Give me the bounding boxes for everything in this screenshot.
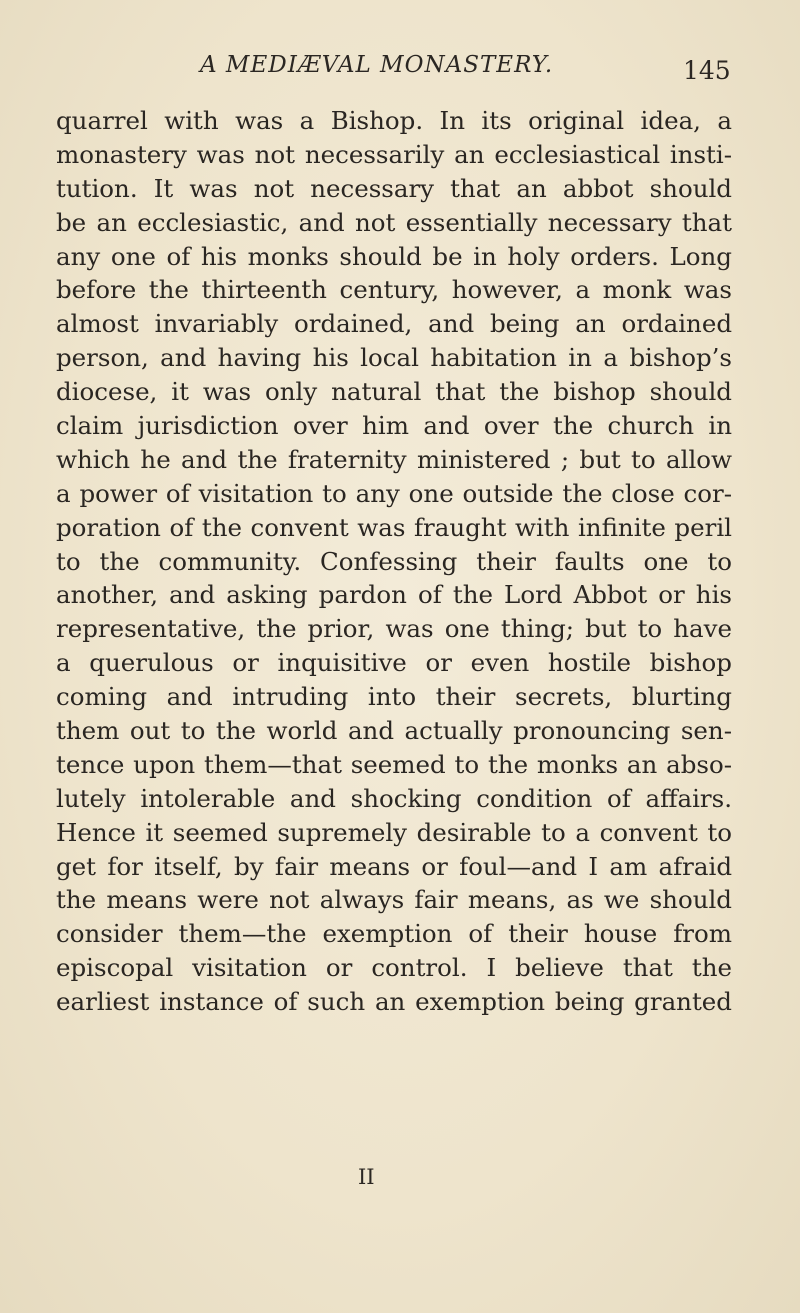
running-title: A MEDIÆVAL MONASTERY. — [200, 52, 554, 78]
text-line: poration of the convent was fraught with infinite peril — [56, 512, 732, 542]
text-line: person, and having his local habitation in a bishop’s — [56, 343, 732, 373]
text-line: the means were not always fair means, as we should — [56, 885, 732, 915]
text-line: which he and the fraternity ministered ; but to allow — [56, 444, 732, 474]
text-line: another, and asking pardon of the Lord Abbot or his — [56, 580, 732, 610]
text-line: before the thirteenth century, however, a monk was — [56, 275, 732, 305]
running-head — [0, 52, 800, 92]
text-line: consider them—the exemption of their house from — [56, 919, 732, 949]
text-line: them out to the world and actually pronouncing sen- — [56, 716, 732, 746]
text-line: be an ecclesiastic, and not essentially necessary that — [56, 207, 732, 237]
text-line: diocese, it was only natural that the bishop should — [56, 377, 732, 407]
text-line: quarrel with was a Bishop. In its original idea, a — [56, 106, 732, 135]
text-line: any one of his monks should be in holy orders. Long — [56, 241, 732, 271]
text-line: Hence it seemed supremely desirable to a convent to — [56, 817, 732, 847]
text-line: lutely intolerable and shocking condition of affairs. — [56, 783, 732, 813]
text-line: earliest instance of such an exemption being granted — [56, 987, 732, 1017]
text-line: representative, the prior, was one thing; but to have — [56, 614, 732, 644]
text-line: a querulous or inquisitive or even hostile bishop — [56, 648, 732, 678]
body-text — [56, 104, 732, 1019]
text-line: monastery was not necessarily an ecclesiastical insti- — [56, 139, 732, 169]
signature-mark: II — [358, 1165, 375, 1189]
text-line: to the community. Confessing their faults one to — [56, 546, 732, 576]
text-line: claim jurisdiction over him and over the church in — [56, 411, 732, 441]
text-line: episcopal visitation or control. I believe that the — [56, 953, 732, 983]
text-line: tution. It was not necessary that an abbot should — [56, 173, 732, 203]
text-line: tence upon them—that seemed to the monks an abso- — [56, 749, 732, 779]
page-number: 145 — [683, 56, 731, 85]
text-line: get for itself, by fair means or foul—and I am afraid — [56, 851, 732, 881]
text-line: coming and intruding into their secrets, blurting — [56, 682, 732, 712]
text-line: almost invariably ordained, and being an ordained — [56, 309, 732, 339]
text-line: a power of visitation to any one outside the close cor- — [56, 478, 732, 508]
